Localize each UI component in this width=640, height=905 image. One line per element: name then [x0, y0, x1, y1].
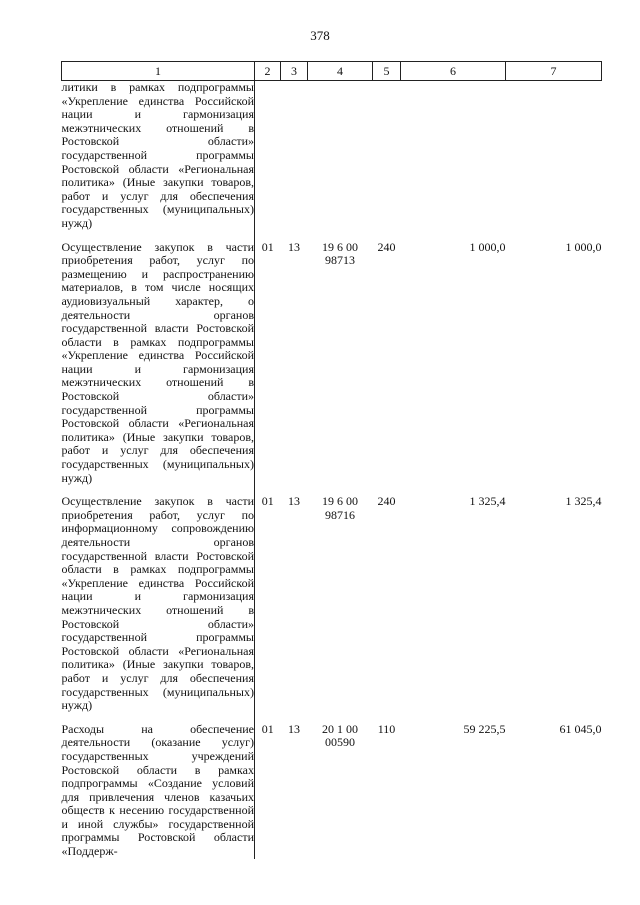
row-subsection: 13 — [288, 721, 300, 736]
row-amount-year-1: 1 325,4 — [469, 494, 506, 509]
row-amount-year-1: 1 000,0 — [469, 239, 506, 254]
row-expense-type: 110 — [377, 721, 396, 736]
row-amount-year-2: 1 000,0 — [565, 239, 602, 254]
row-description: Расходы на обеспечение деятельности (оказание услуг) государственных учреждений Ростовской области в рамках подпрограммы «Создание условий для привлечения членов казачьих обществ к несению государственной и иной службы» государственной программы Ростовской области «Поддерж- — [62, 713, 255, 859]
row-description: Осуществление закупок в части приобретения работ, услуг по информационному сопровождению деятельности органов государственной власти Ростовской области в рамках подпрограммы «Укрепление единства Российской нации и гармонизация межэтнических отношений в Ростовской области» государственной программы Ростовской области «Региональная политика» (Иные закупки товаров, работ и услуг для обеспечения государственных (муниципальных) нужд) — [62, 485, 255, 713]
table-row — [62, 81, 602, 231]
column-header-1: 1 — [62, 62, 255, 81]
row-section — [255, 81, 281, 231]
row-expense-type: 240 — [377, 494, 396, 509]
page-number: 378 — [310, 28, 330, 43]
budget-table — [61, 61, 602, 859]
row-expense-type — [373, 81, 401, 231]
table-row — [62, 713, 602, 859]
row-subsection — [281, 81, 308, 231]
column-header-3: 3 — [281, 62, 308, 81]
column-header-5: 5 — [373, 62, 401, 81]
table-header-row — [62, 62, 602, 81]
row-target-article: 19 6 00 98716 — [322, 494, 358, 522]
row-section: 01 — [261, 721, 274, 736]
table-row — [62, 485, 602, 713]
row-description: литики в рамках подпрограммы «Укрепление единства Российской нации и гармонизация межэтнических отношений в Ростовской области» государственной программы Ростовской области «Региональная политика» (Иные закупки товаров, работ и услуг для обеспечения государственных (муниципальных) нужд) — [61, 80, 254, 230]
row-description: Осуществление закупок в части приобретения работ, услуг по размещению и распространению материалов, в том числе носящих аудиовизуальный характер, о деятельности органов государственной власти Ростовской области в рамках подпрограммы «Укрепление единства Российской нации и гармонизация межэтнических отношений в Ростовской области» государственной программы Ростовской области «Региональная политика» (Иные закупки товаров, работ и услуг для обеспечения государственных (муниципальных) нужд) — [62, 231, 255, 486]
column-header-6: 6 — [401, 62, 506, 81]
row-amount-year-1 — [401, 81, 506, 231]
row-amount-year-2: 61 045,0 — [559, 721, 602, 736]
row-target-article: 20 1 00 00590 — [322, 721, 358, 750]
row-subsection: 13 — [288, 239, 300, 254]
row-target-article — [308, 81, 373, 231]
row-subsection: 13 — [288, 494, 300, 509]
row-section: 01 — [261, 494, 274, 509]
table-row — [62, 231, 602, 486]
row-expense-type: 240 — [377, 239, 396, 254]
row-section: 01 — [261, 239, 274, 254]
row-target-article: 19 6 00 98713 — [322, 239, 358, 268]
row-amount-year-1: 59 225,5 — [463, 721, 506, 736]
column-header-7: 7 — [506, 62, 602, 81]
column-header-2: 2 — [255, 62, 281, 81]
row-amount-year-2: 1 325,4 — [565, 494, 602, 509]
column-header-4: 4 — [308, 62, 373, 81]
row-amount-year-2 — [506, 81, 602, 231]
